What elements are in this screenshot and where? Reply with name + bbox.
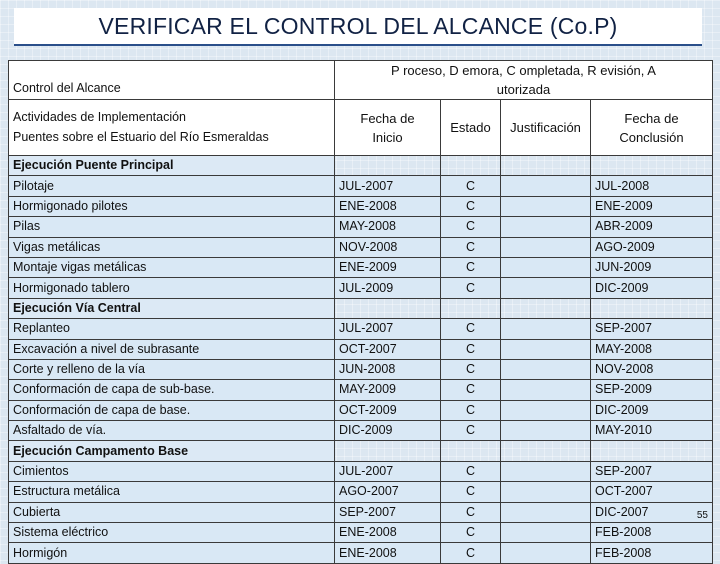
end-date-cell: ENE-2009 bbox=[591, 196, 713, 216]
end-date-cell: DIC-2007 bbox=[591, 502, 713, 522]
end-date-cell: SEP-2007 bbox=[591, 461, 713, 481]
section-spacer bbox=[335, 441, 441, 461]
justification-cell bbox=[501, 237, 591, 257]
section-title: Ejecución Puente Principal bbox=[9, 156, 335, 176]
justification-cell bbox=[501, 482, 591, 502]
end-date-cell: OCT-2007 bbox=[591, 482, 713, 502]
table-row bbox=[9, 502, 713, 522]
activity-cell: Estructura metálica bbox=[9, 482, 335, 502]
section-spacer bbox=[591, 298, 713, 318]
table-row bbox=[9, 319, 713, 339]
activity-cell: Replanteo bbox=[9, 319, 335, 339]
table-row bbox=[9, 380, 713, 400]
status-cell: C bbox=[441, 359, 501, 379]
end-date-cell: FEB-2008 bbox=[591, 523, 713, 543]
table-row bbox=[9, 217, 713, 237]
section-spacer bbox=[591, 156, 713, 176]
justification-cell bbox=[501, 196, 591, 216]
end-date-cell: AGO-2009 bbox=[591, 237, 713, 257]
activity-cell: Excavación a nivel de subrasante bbox=[9, 339, 335, 359]
end-date-cell: ABR-2009 bbox=[591, 217, 713, 237]
table-row bbox=[9, 461, 713, 481]
start-date-cell: JUL-2007 bbox=[335, 461, 441, 481]
section-spacer bbox=[335, 156, 441, 176]
status-cell: C bbox=[441, 278, 501, 298]
table-row bbox=[9, 237, 713, 257]
start-date-cell: MAY-2009 bbox=[335, 380, 441, 400]
activity-cell: Hormigón bbox=[9, 543, 335, 563]
start-date-cell: ENE-2008 bbox=[335, 523, 441, 543]
justification-cell bbox=[501, 339, 591, 359]
justification-cell bbox=[501, 359, 591, 379]
section-spacer bbox=[591, 441, 713, 461]
table-row bbox=[9, 400, 713, 420]
justification-cell bbox=[501, 461, 591, 481]
section-spacer bbox=[501, 441, 591, 461]
page-title: VERIFICAR EL CONTROL DEL ALCANCE (Co.P) bbox=[98, 12, 618, 39]
activities-header bbox=[9, 100, 335, 156]
justification-cell bbox=[501, 400, 591, 420]
start-date-cell: JUN-2008 bbox=[335, 359, 441, 379]
start-date-cell: NOV-2008 bbox=[335, 237, 441, 257]
activity-cell: Cimientos bbox=[9, 461, 335, 481]
end-date-cell: MAY-2010 bbox=[591, 421, 713, 441]
section-spacer bbox=[441, 441, 501, 461]
status-cell: C bbox=[441, 482, 501, 502]
start-date-header: Fecha de Inicio bbox=[335, 100, 441, 156]
section-title: Ejecución Campamento Base bbox=[9, 441, 335, 461]
end-date-cell: DIC-2009 bbox=[591, 400, 713, 420]
justification-cell bbox=[501, 217, 591, 237]
end-date-cell: SEP-2007 bbox=[591, 319, 713, 339]
start-date-cell: OCT-2007 bbox=[335, 339, 441, 359]
end-date-cell: DIC-2009 bbox=[591, 278, 713, 298]
section-title: Ejecución Vía Central bbox=[9, 298, 335, 318]
activity-cell: Asfaltado de vía. bbox=[9, 421, 335, 441]
table-row bbox=[9, 339, 713, 359]
table-row bbox=[9, 176, 713, 196]
activity-cell: Conformación de capa de sub-base. bbox=[9, 380, 335, 400]
scope-control-table bbox=[8, 60, 713, 564]
section-spacer bbox=[441, 156, 501, 176]
end-date-cell: JUL-2008 bbox=[591, 176, 713, 196]
table-row bbox=[9, 278, 713, 298]
justification-cell bbox=[501, 502, 591, 522]
status-cell: C bbox=[441, 319, 501, 339]
section-spacer bbox=[501, 298, 591, 318]
status-cell: C bbox=[441, 217, 501, 237]
activity-cell: Pilotaje bbox=[9, 176, 335, 196]
start-date-cell: SEP-2007 bbox=[335, 502, 441, 522]
start-date-cell: JUL-2007 bbox=[335, 319, 441, 339]
title-banner bbox=[14, 8, 702, 46]
status-cell: C bbox=[441, 257, 501, 277]
control-label: Control del Alcance bbox=[13, 81, 121, 95]
activity-cell: Sistema eléctrico bbox=[9, 523, 335, 543]
table-body bbox=[9, 156, 713, 564]
activity-cell: Pilas bbox=[9, 217, 335, 237]
start-date-cell: ENE-2009 bbox=[335, 257, 441, 277]
start-date-cell: JUL-2007 bbox=[335, 176, 441, 196]
start-date-cell: AGO-2007 bbox=[335, 482, 441, 502]
activity-cell: Cubierta bbox=[9, 502, 335, 522]
section-row bbox=[9, 298, 713, 318]
table-row bbox=[9, 543, 713, 563]
activity-cell: Conformación de capa de base. bbox=[9, 400, 335, 420]
justification-cell bbox=[501, 319, 591, 339]
status-cell: C bbox=[441, 380, 501, 400]
activities-header-line2: Puentes sobre el Estuario del Río Esmeraldas bbox=[13, 129, 269, 144]
status-cell: C bbox=[441, 502, 501, 522]
status-cell: C bbox=[441, 461, 501, 481]
start-date-cell: DIC-2009 bbox=[335, 421, 441, 441]
table-row bbox=[9, 359, 713, 379]
activity-cell: Hormigonado tablero bbox=[9, 278, 335, 298]
justification-cell bbox=[501, 421, 591, 441]
section-spacer bbox=[501, 156, 591, 176]
end-date-cell: NOV-2008 bbox=[591, 359, 713, 379]
table-row bbox=[9, 482, 713, 502]
justification-cell bbox=[501, 380, 591, 400]
activity-cell: Vigas metálicas bbox=[9, 237, 335, 257]
start-date-cell: ENE-2008 bbox=[335, 543, 441, 563]
end-date-cell: FEB-2008 bbox=[591, 543, 713, 563]
end-date-header: Fecha de Conclusión bbox=[591, 100, 713, 156]
status-header: Estado bbox=[441, 100, 501, 156]
justification-cell bbox=[501, 257, 591, 277]
activity-cell: Hormigonado pilotes bbox=[9, 196, 335, 216]
justification-cell bbox=[501, 176, 591, 196]
status-cell: C bbox=[441, 339, 501, 359]
start-date-cell: OCT-2009 bbox=[335, 400, 441, 420]
start-date-cell: JUL-2009 bbox=[335, 278, 441, 298]
end-date-cell: SEP-2009 bbox=[591, 380, 713, 400]
activity-cell: Montaje vigas metálicas bbox=[9, 257, 335, 277]
activities-header-line1: Actividades de Implementación bbox=[13, 110, 187, 124]
justification-cell bbox=[501, 278, 591, 298]
table-row bbox=[9, 257, 713, 277]
control-label-cell bbox=[9, 61, 335, 100]
status-cell: C bbox=[441, 176, 501, 196]
status-legend-cell bbox=[335, 61, 713, 100]
section-row bbox=[9, 441, 713, 461]
section-row bbox=[9, 156, 713, 176]
end-date-cell: MAY-2008 bbox=[591, 339, 713, 359]
start-date-cell: MAY-2008 bbox=[335, 217, 441, 237]
status-cell: C bbox=[441, 237, 501, 257]
end-date-cell: JUN-2009 bbox=[591, 257, 713, 277]
status-cell: C bbox=[441, 543, 501, 563]
page-number: 55 bbox=[696, 510, 708, 521]
status-cell: C bbox=[441, 421, 501, 441]
status-cell: C bbox=[441, 400, 501, 420]
table-row bbox=[9, 421, 713, 441]
justification-cell bbox=[501, 543, 591, 563]
section-spacer bbox=[441, 298, 501, 318]
justification-header: Justificación bbox=[501, 100, 591, 156]
status-cell: C bbox=[441, 196, 501, 216]
table-row bbox=[9, 196, 713, 216]
start-date-cell: ENE-2008 bbox=[335, 196, 441, 216]
status-legend: P roceso, D emora, C ompletada, R evisión, A utorizada bbox=[391, 63, 656, 97]
section-spacer bbox=[335, 298, 441, 318]
activity-cell: Corte y relleno de la vía bbox=[9, 359, 335, 379]
status-cell: C bbox=[441, 523, 501, 543]
